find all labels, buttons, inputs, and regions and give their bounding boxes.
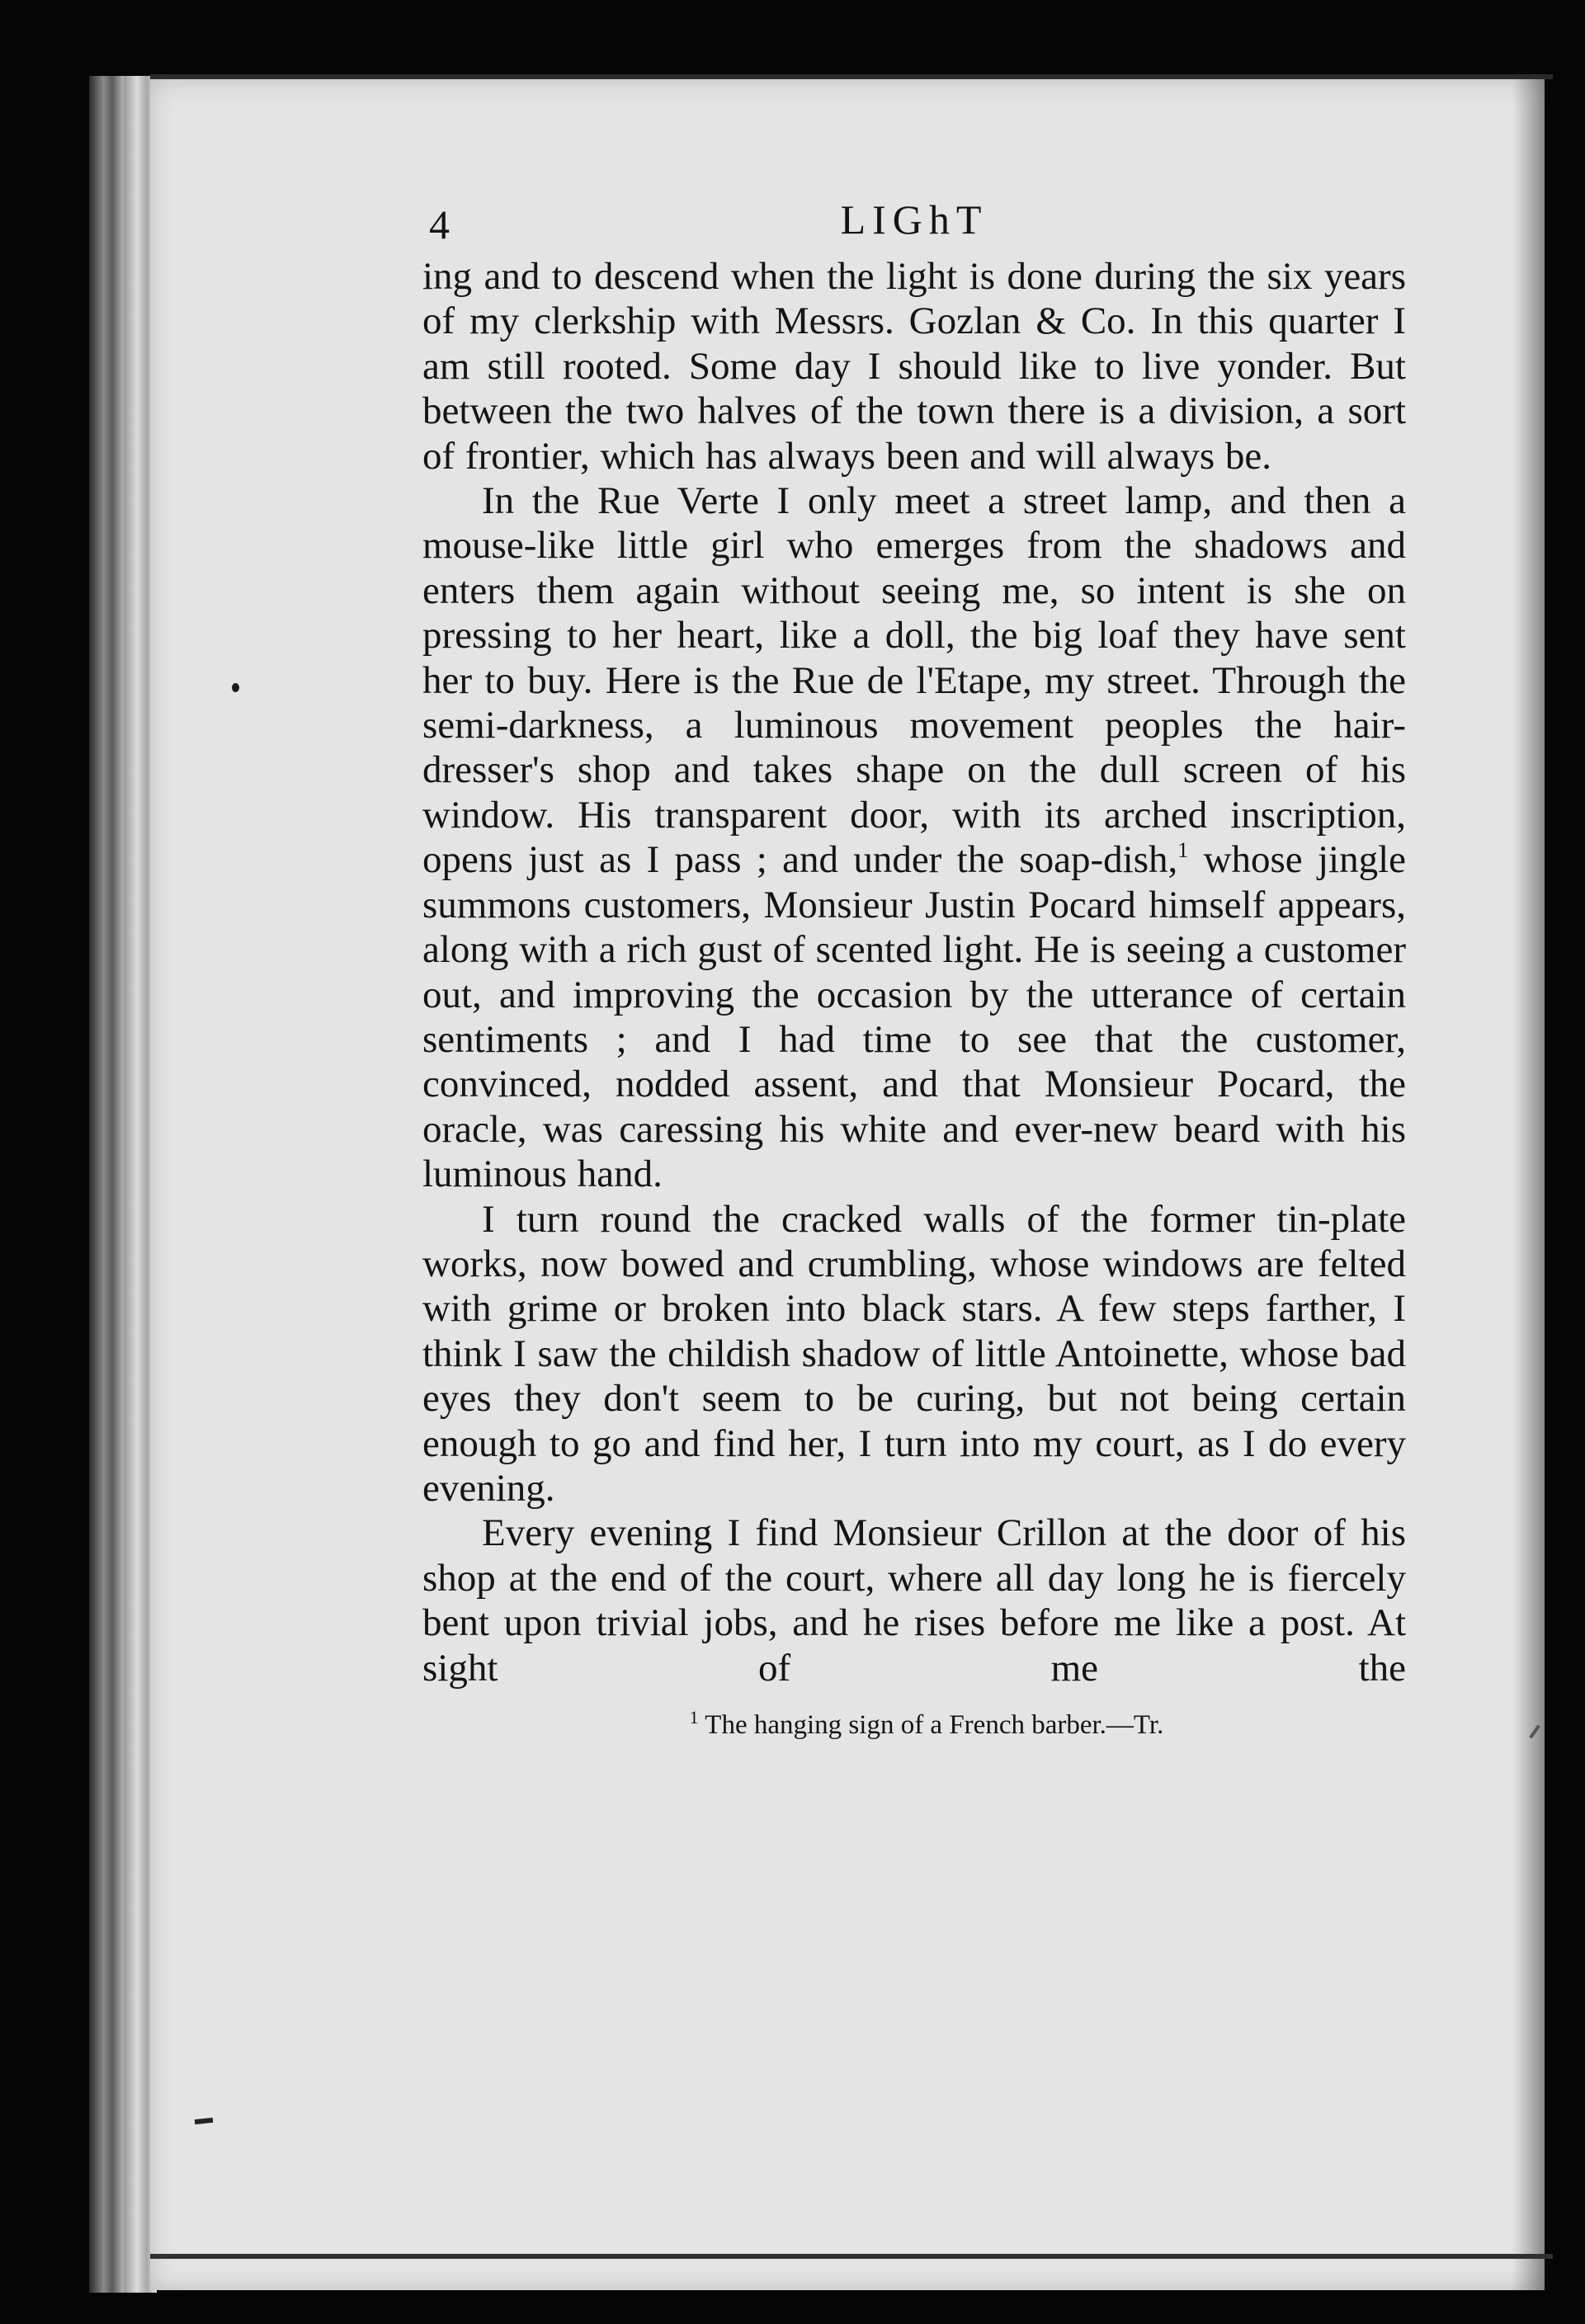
paragraph-2: [422, 478, 1406, 1197]
footnote-text: The hanging sign of a French barber.—Tr.: [698, 1710, 1164, 1740]
running-title: LIGhT: [840, 196, 988, 243]
page-header: [422, 195, 1406, 254]
footnote: [422, 1709, 1406, 1742]
page-right-shadow: [1512, 79, 1545, 2290]
paragraph-1: ing and to descend when the light is done during the six years of my clerkship with Messrs. Gozlan & Co. In this quarter I am still rooted. Some day I should like to live yonder. But between the two halves of the town there is a division, a sort of frontier, which has always been and will always be.: [422, 255, 1406, 478]
paragraph-4: Every evening I find Monsieur Crillon at the door of his shop at the end of the court, where all day long he is fiercely bent upon trivial jobs, and he rises before me like a post. At sight of me the: [422, 1511, 1406, 1690]
paragraph-2-text-a: In the Rue Verte I only meet a street lamp, and then a mouse-like little girl who emerges from the shadows and enters them again without seeing me, so intent is she on pressing to her heart, like a doll, the big loaf they have sent her to buy. Here is the Rue de l'Etape, my street. Through the semi-darkness, a luminous movement peoples the hair-dresser's shop and takes shape on the dull screen of his window. His transparent door, with its arched inscription, opens just as I pass ; and under the soap-dish,: [422, 479, 1406, 882]
paragraph-2-text-b: whose jingle summons customers, Monsieur Justin Pocard himself appears, along with a rich gust of scented light. He is seeing a customer out, and improving the occasion by the utterance of certain sentiments ; and I had time to see that the customer, convinced, nodded assent, and that Monsieur Pocard, the oracle, was caressing his white and ever-new beard with his luminous hand.: [422, 838, 1406, 1196]
page-text-block: [422, 195, 1406, 1742]
paragraph-3: I turn round the cracked walls of the former tin-plate works, now bowed and crumbling, whose windows are felted with grime or broken into black stars. A few steps farther, I think I saw the childish shadow of little Antoinette, whose bad eyes they don't seem to be curing, but not being certain enough to go and find her, I turn into my court, as I do every evening.: [422, 1197, 1406, 1510]
page-number: 4: [429, 201, 450, 247]
footnote-reference: 1: [1177, 838, 1189, 863]
page-bottom-border: [150, 2254, 1553, 2259]
margin-speck: [232, 683, 239, 692]
footnote-mark: 1: [689, 1707, 699, 1728]
